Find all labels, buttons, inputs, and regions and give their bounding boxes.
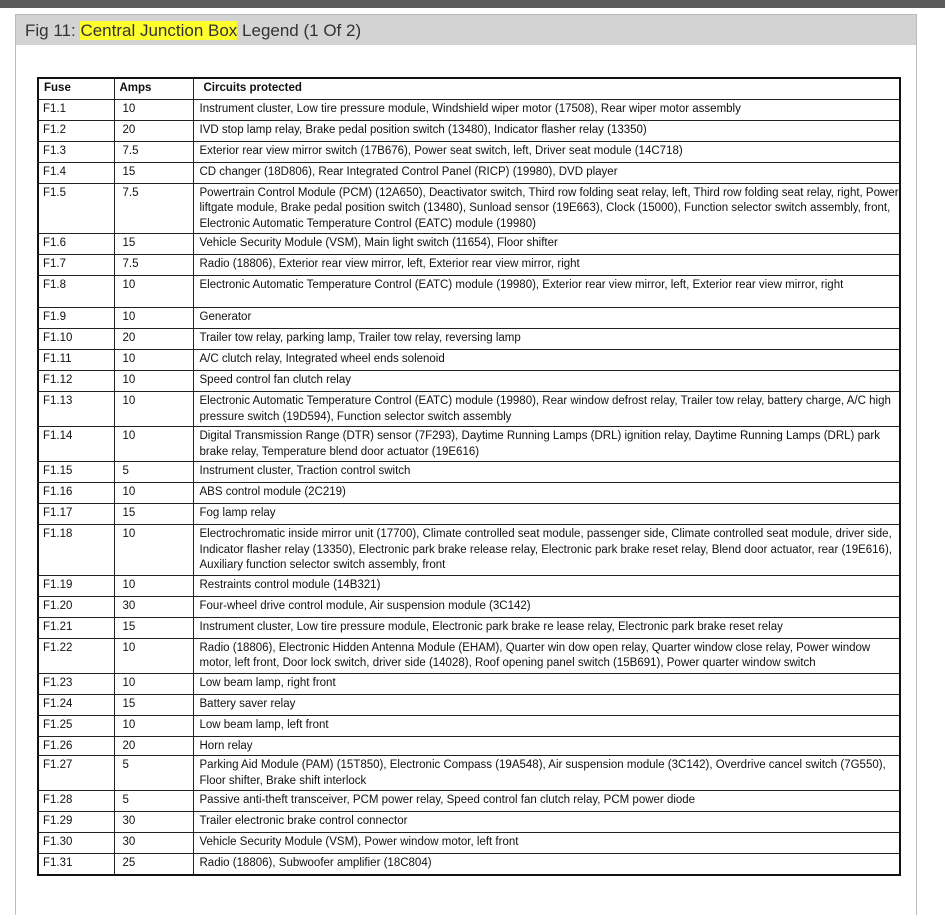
figure-caption-bar xyxy=(16,15,916,45)
amps-cell: 10 xyxy=(114,371,193,392)
table-row xyxy=(38,255,900,276)
table-row xyxy=(38,694,900,715)
caption-suffix: Legend (1 Of 2) xyxy=(237,21,362,40)
table-row xyxy=(38,276,900,308)
circuits-cell: Exterior rear view mirror switch (17B676), Power seat switch, left, Driver seat module (14C718) xyxy=(193,141,900,162)
header-amps: Amps xyxy=(114,78,193,99)
figure-caption xyxy=(25,21,361,41)
fuse-cell: F1.29 xyxy=(38,812,114,833)
table-row xyxy=(38,162,900,183)
amps-cell: 30 xyxy=(114,833,193,854)
circuits-cell: CD changer (18D806), Rear Integrated Control Panel (RICP) (19980), DVD player xyxy=(193,162,900,183)
table-row xyxy=(38,350,900,371)
amps-cell: 10 xyxy=(114,575,193,596)
caption-highlight: Central Junction Box xyxy=(80,21,238,40)
fuse-cell: F1.24 xyxy=(38,694,114,715)
fuse-cell: F1.5 xyxy=(38,183,114,234)
fuse-cell: F1.27 xyxy=(38,756,114,791)
fuse-cell: F1.1 xyxy=(38,99,114,120)
table-row xyxy=(38,141,900,162)
circuits-cell: Radio (18806), Electronic Hidden Antenna Module (EHAM), Quarter win dow open relay, Quarter window close relay, Power window motor, left front, Door lock switch, driver side (14028), Roof opening panel switch (15B691), Power quarter window switch xyxy=(193,638,900,673)
table-row xyxy=(38,483,900,504)
table-row xyxy=(38,812,900,833)
circuits-cell: Vehicle Security Module (VSM), Main light switch (11654), Floor shifter xyxy=(193,234,900,255)
caption-prefix: Fig 11: xyxy=(25,21,81,40)
table-row xyxy=(38,575,900,596)
amps-cell: 10 xyxy=(114,276,193,308)
table-row xyxy=(38,308,900,329)
header-fuse: Fuse xyxy=(38,78,114,99)
table-row xyxy=(38,715,900,736)
fuse-cell: F1.18 xyxy=(38,525,114,576)
fuse-cell: F1.8 xyxy=(38,276,114,308)
amps-cell: 10 xyxy=(114,673,193,694)
table-row xyxy=(38,791,900,812)
top-dark-strip xyxy=(0,0,945,8)
circuits-cell: Parking Aid Module (PAM) (15T850), Electronic Compass (19A548), Air suspension module (3C142), Overdrive cancel switch (7G550), Floor shifter, Brake shift interlock xyxy=(193,756,900,791)
circuits-cell: Low beam lamp, right front xyxy=(193,673,900,694)
circuits-cell: Low beam lamp, left front xyxy=(193,715,900,736)
amps-cell: 20 xyxy=(114,329,193,350)
table-row xyxy=(38,371,900,392)
amps-cell: 7.5 xyxy=(114,141,193,162)
table-row xyxy=(38,736,900,756)
fuse-cell: F1.2 xyxy=(38,120,114,141)
table-row xyxy=(38,462,900,483)
fuse-cell: F1.17 xyxy=(38,504,114,525)
circuits-cell: Electronic Automatic Temperature Control (EATC) module (19980), Rear window defrost relay, Trailer tow relay, battery charge, A/C high pressure switch (19D594), Function selector switch assembly xyxy=(193,392,900,427)
table-row xyxy=(38,673,900,694)
fuse-cell: F1.9 xyxy=(38,308,114,329)
fuse-cell: F1.13 xyxy=(38,392,114,427)
amps-cell: 10 xyxy=(114,99,193,120)
amps-cell: 30 xyxy=(114,812,193,833)
fuse-cell: F1.19 xyxy=(38,575,114,596)
fuse-cell: F1.10 xyxy=(38,329,114,350)
circuits-cell: IVD stop lamp relay, Brake pedal position switch (13480), Indicator flasher relay (13350) xyxy=(193,120,900,141)
amps-cell: 30 xyxy=(114,596,193,617)
circuits-cell: Horn relay xyxy=(193,736,900,756)
circuits-cell: Instrument cluster, Low tire pressure module, Windshield wiper motor (17508), Rear wiper motor assembly xyxy=(193,99,900,120)
amps-cell: 10 xyxy=(114,715,193,736)
table-row xyxy=(38,638,900,673)
circuits-cell: Fog lamp relay xyxy=(193,504,900,525)
fuse-cell: F1.23 xyxy=(38,673,114,694)
amps-cell: 5 xyxy=(114,462,193,483)
fuse-cell: F1.7 xyxy=(38,255,114,276)
circuits-cell: A/C clutch relay, Integrated wheel ends solenoid xyxy=(193,350,900,371)
circuits-cell: Battery saver relay xyxy=(193,694,900,715)
amps-cell: 10 xyxy=(114,350,193,371)
circuits-cell: ABS control module (2C219) xyxy=(193,483,900,504)
circuits-cell: Digital Transmission Range (DTR) sensor (7F293), Daytime Running Lamps (DRL) ignition relay, Daytime Running Lamps (DRL) park brake relay, Temperature blend door actuator (19E616) xyxy=(193,427,900,462)
fuse-cell: F1.16 xyxy=(38,483,114,504)
table-body xyxy=(38,99,900,875)
table-row xyxy=(38,833,900,854)
table-row xyxy=(38,617,900,638)
amps-cell: 10 xyxy=(114,427,193,462)
fuse-cell: F1.3 xyxy=(38,141,114,162)
table-row xyxy=(38,329,900,350)
fuse-cell: F1.20 xyxy=(38,596,114,617)
amps-cell: 15 xyxy=(114,162,193,183)
table-row xyxy=(38,234,900,255)
circuits-cell: Speed control fan clutch relay xyxy=(193,371,900,392)
circuits-cell: Restraints control module (14B321) xyxy=(193,575,900,596)
table-row xyxy=(38,427,900,462)
table-row xyxy=(38,854,900,875)
circuits-cell: Vehicle Security Module (VSM), Power window motor, left front xyxy=(193,833,900,854)
amps-cell: 10 xyxy=(114,308,193,329)
circuits-cell: Passive anti-theft transceiver, PCM power relay, Speed control fan clutch relay, PCM power diode xyxy=(193,791,900,812)
circuits-cell: Trailer tow relay, parking lamp, Trailer tow relay, reversing lamp xyxy=(193,329,900,350)
amps-cell: 25 xyxy=(114,854,193,875)
fuse-cell: F1.22 xyxy=(38,638,114,673)
amps-cell: 10 xyxy=(114,525,193,576)
table-header-row xyxy=(38,78,900,99)
circuits-cell: Trailer electronic brake control connector xyxy=(193,812,900,833)
table-row xyxy=(38,756,900,791)
table-row xyxy=(38,504,900,525)
circuits-cell: Electrochromatic inside mirror unit (17700), Climate controlled seat module, passenger side, Climate controlled seat module, driver side, Indicator flasher relay (13350), Electronic park brake release relay, Electronic park brake reset relay, Blend door actuator, rear (19E616), Auxiliary function selector switch assembly, front xyxy=(193,525,900,576)
fuse-cell: F1.11 xyxy=(38,350,114,371)
circuits-cell: Instrument cluster, Low tire pressure module, Electronic park brake re lease relay, Electronic park brake reset relay xyxy=(193,617,900,638)
circuits-cell: Instrument cluster, Traction control switch xyxy=(193,462,900,483)
table-row xyxy=(38,525,900,576)
amps-cell: 15 xyxy=(114,694,193,715)
amps-cell: 15 xyxy=(114,504,193,525)
circuits-cell: Generator xyxy=(193,308,900,329)
fuse-cell: F1.21 xyxy=(38,617,114,638)
fuse-cell: F1.30 xyxy=(38,833,114,854)
table-row xyxy=(38,120,900,141)
fuse-cell: F1.26 xyxy=(38,736,114,756)
amps-cell: 10 xyxy=(114,638,193,673)
fuse-legend-table xyxy=(37,77,901,876)
fuse-cell: F1.28 xyxy=(38,791,114,812)
fuse-cell: F1.12 xyxy=(38,371,114,392)
table-row xyxy=(38,99,900,120)
circuits-cell: Powertrain Control Module (PCM) (12A650), Deactivator switch, Third row folding seat relay, left, Third row folding seat relay, right, Power liftgate module, Brake pedal position switch (13480), Sunload sensor (19E663), Clock (15000), Function selector switch assembly, front, Electronic Automatic Temperature Control (EATC) module (19980) xyxy=(193,183,900,234)
circuits-cell: Electronic Automatic Temperature Control (EATC) module (19980), Exterior rear view mirror, left, Exterior rear view mirror, right xyxy=(193,276,900,308)
fuse-cell: F1.31 xyxy=(38,854,114,875)
header-circuits: Circuits protected xyxy=(193,78,900,99)
circuits-cell: Radio (18806), Exterior rear view mirror, left, Exterior rear view mirror, right xyxy=(193,255,900,276)
table-row xyxy=(38,183,900,234)
amps-cell: 10 xyxy=(114,392,193,427)
table-row xyxy=(38,392,900,427)
amps-cell: 5 xyxy=(114,791,193,812)
fuse-cell: F1.4 xyxy=(38,162,114,183)
amps-cell: 7.5 xyxy=(114,255,193,276)
amps-cell: 15 xyxy=(114,234,193,255)
circuits-cell: Radio (18806), Subwoofer amplifier (18C804) xyxy=(193,854,900,875)
amps-cell: 10 xyxy=(114,483,193,504)
fuse-cell: F1.14 xyxy=(38,427,114,462)
table-row xyxy=(38,596,900,617)
amps-cell: 15 xyxy=(114,617,193,638)
circuits-cell: Four-wheel drive control module, Air suspension module (3C142) xyxy=(193,596,900,617)
fuse-cell: F1.25 xyxy=(38,715,114,736)
amps-cell: 7.5 xyxy=(114,183,193,234)
amps-cell: 5 xyxy=(114,756,193,791)
amps-cell: 20 xyxy=(114,120,193,141)
fuse-cell: F1.6 xyxy=(38,234,114,255)
amps-cell: 20 xyxy=(114,736,193,756)
fuse-cell: F1.15 xyxy=(38,462,114,483)
